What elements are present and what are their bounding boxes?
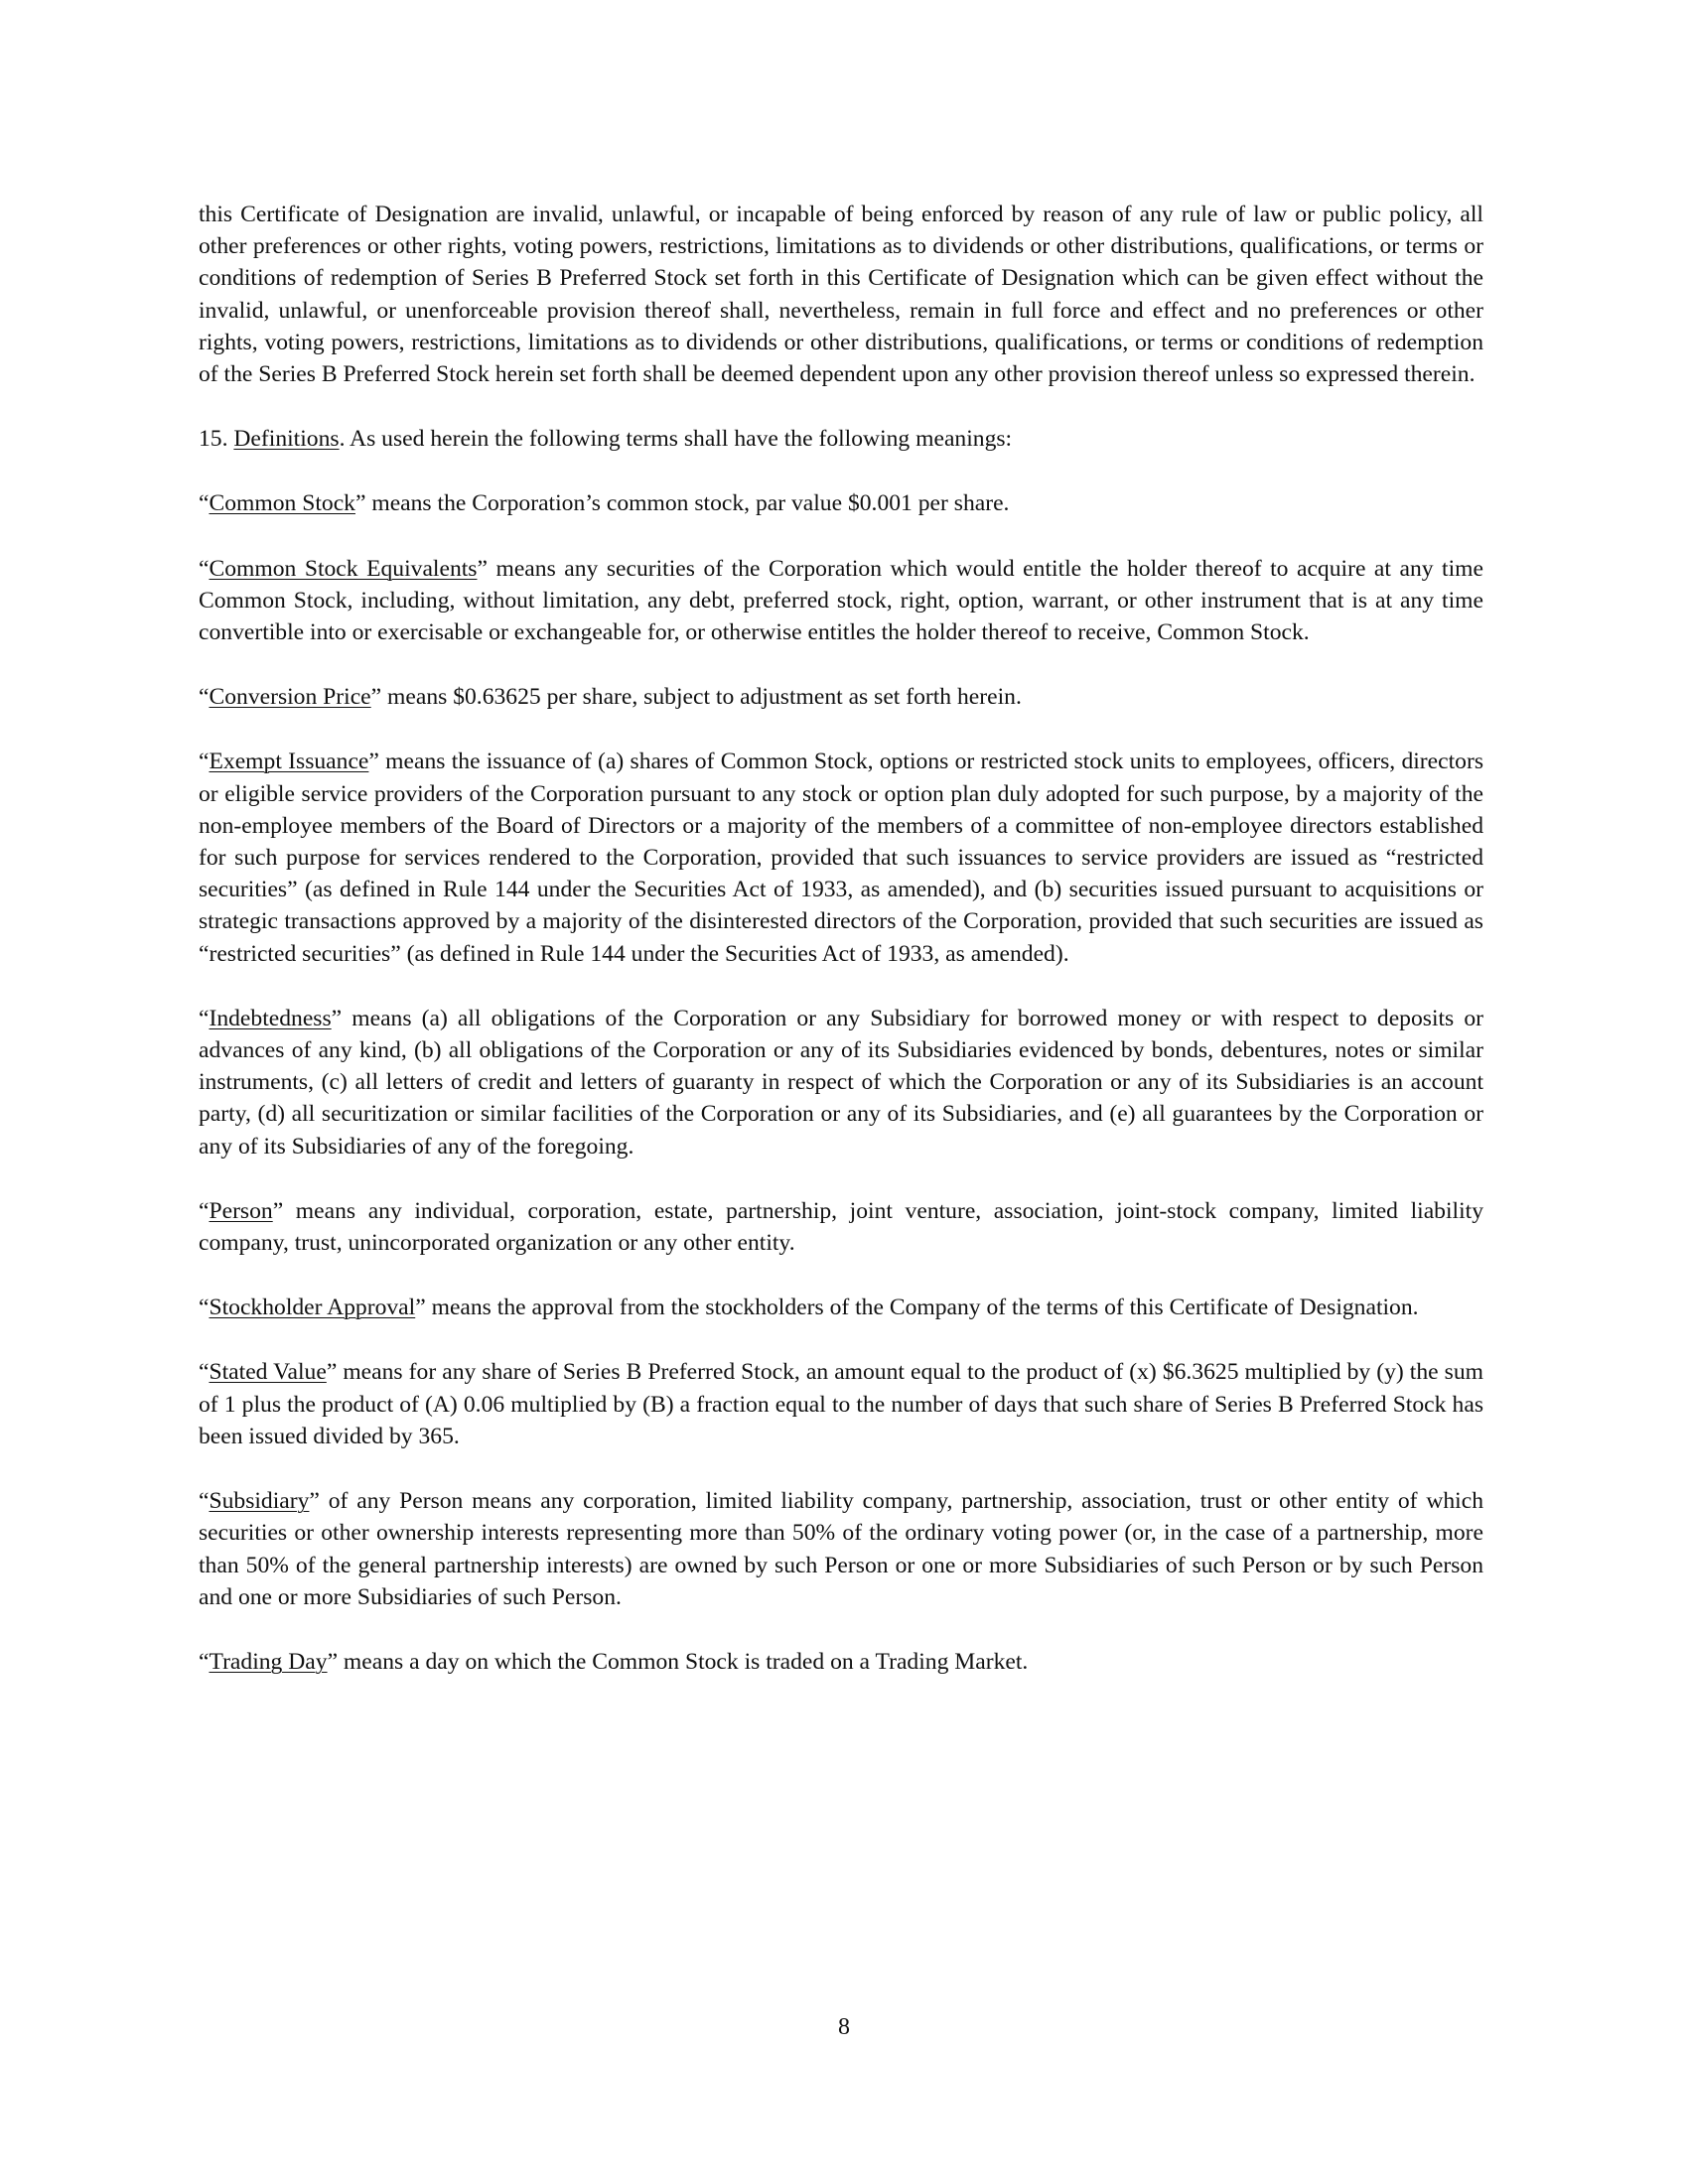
defined-term: Person (209, 1197, 273, 1224)
open-quote: “ (199, 1359, 210, 1386)
defined-term: Conversion Price (209, 684, 371, 711)
definition-text: ” of any Person means any corporation, limited liability company, partnership, association, trust or other entity of which securities or other ownership interests representing more than 50% of the ordinary voting power (or, in the case of a partnership, more than 50% of the general partnership interests) are owned by such Person or one or more Subsidiaries of such Person or by such Person and one or more Subsidiaries of such Person. (199, 1488, 1483, 1610)
definition-trading-day (199, 1646, 1483, 1678)
page-number: 8 (838, 2014, 850, 2040)
definition-stated-value (199, 1356, 1483, 1452)
definition-exempt-issuance (199, 746, 1483, 969)
definition-common-stock (199, 487, 1483, 519)
defined-term: Stockholder Approval (209, 1295, 416, 1321)
definition-text: ” means the Corporation’s common stock, par value $0.001 per share. (354, 490, 1010, 517)
definition-conversion-price (199, 681, 1483, 713)
defined-term: Common Stock Equivalents (209, 555, 478, 582)
defined-term: Subsidiary (209, 1488, 310, 1515)
definition-text: ” means a day on which the Common Stock is traded on a Trading Market. (327, 1648, 1029, 1675)
definition-stockholder-approval (199, 1292, 1483, 1323)
open-quote: “ (199, 1488, 210, 1515)
defined-term: Indebtedness (209, 1005, 332, 1031)
open-quote: “ (199, 1005, 210, 1031)
definition-text: ” means for any share of Series B Preferred Stock, an amount equal to the product of (x) $6.3625 multiplied by (y) the sum of 1 plus the product of (A) 0.06 multiplied by (B) a fraction equal to the number of days that such share of Series B Preferred Stock has been issued divided by 365. (199, 1359, 1483, 1449)
definition-common-stock-equivalents (199, 553, 1483, 649)
definition-text: ” means any individual, corporation, estate, partnership, joint venture, association, joint-stock company, limited liability company, trust, unincorporated organization or any other entity. (199, 1197, 1483, 1257)
defined-term: Exempt Issuance (209, 749, 369, 775)
definition-person (199, 1195, 1483, 1259)
definition-text: ” means the approval from the stockholders of the Company of the terms of this Certificate of Designation. (415, 1295, 1419, 1321)
definition-text: ” means the issuance of (a) shares of Common Stock, options or restricted stock units to employees, officers, directors or eligible service providers of the Corporation pursuant to any stock or option plan duly adopted for such purpose, by a majority of the non-employee members of the Board of Directors or a majority of the members of a committee of non-employee directors established for such purpose for services rendered to the Corporation, provided that such issuances to service providers are issued as “restricted securities” (as defined in Rule 144 under the Securities Act of 1933, as amended), and (b) securities issued pursuant to acquisitions or strategic transactions approved by a majority of the disinterested directors of the Corporation, provided that such securities are issued as “restricted securities” (as defined in Rule 144 under the Securities Act of 1933, as amended). (199, 749, 1484, 967)
definition-text: ” means $0.63625 per share, subject to adjustment as set forth herein. (370, 684, 1022, 711)
document-page (199, 199, 1483, 1710)
defined-term: Common Stock (209, 490, 355, 517)
defined-term: Stated Value (209, 1359, 327, 1386)
section-heading: Definitions (233, 426, 340, 453)
defined-term: Trading Day (209, 1648, 328, 1675)
open-quote: “ (199, 1295, 210, 1321)
open-quote: “ (199, 1648, 210, 1675)
definition-subsidiary (199, 1485, 1483, 1613)
open-quote: “ (199, 1197, 210, 1224)
open-quote: “ (199, 490, 210, 517)
section-15-heading-paragraph (199, 423, 1483, 455)
section-intro: . As used herein the following terms shall have the following meanings: (339, 426, 1013, 453)
definition-indebtedness (199, 1003, 1483, 1162)
open-quote: “ (199, 555, 210, 582)
continuation-paragraph: this Certificate of Designation are invalid, unlawful, or incapable of being enforced by reason of any rule of law or public policy, all other preferences or other rights, voting powers, restrictions, limitations as to dividends or other distributions, qualifications, or terms or conditions of redemption of Series B Preferred Stock set forth in this Certificate of Designation which can be given effect without the invalid, unlawful, or unenforceable provision thereof shall, nevertheless, remain in full force and effect and no preferences or other rights, voting powers, restrictions, limitations as to dividends or other distributions, qualifications, or terms or conditions of redemption of the Series B Preferred Stock herein set forth shall be deemed dependent upon any other provision thereof unless so expressed therein. (199, 202, 1483, 388)
definition-text: ” means (a) all obligations of the Corporation or any Subsidiary for borrowed money or with respect to deposits or advances of any kind, (b) all obligations of the Corporation or any of its Subsidiaries evidenced by bonds, debentures, notes or similar instruments, (c) all letters of credit and letters of guaranty in respect of which the Corporation or any of its Subsidiaries is an account party, (d) all securitization or similar facilities of the Corporation or any of its Subsidiaries, and (e) all guarantees by the Corporation or any of its Subsidiaries of any of the foregoing. (199, 1005, 1483, 1160)
section-number: 15. (199, 426, 234, 453)
definition-text: ” means any securities of the Corporation which would entitle the holder thereof to acquire at any time Common Stock, including, without limitation, any debt, preferred stock, right, option, warrant, or other instrument that is at any time convertible into or exercisable or exchangeable for, or otherwise entitles the holder thereof to receive, Common Stock. (199, 555, 1483, 646)
open-quote: “ (199, 749, 210, 775)
open-quote: “ (199, 684, 210, 711)
